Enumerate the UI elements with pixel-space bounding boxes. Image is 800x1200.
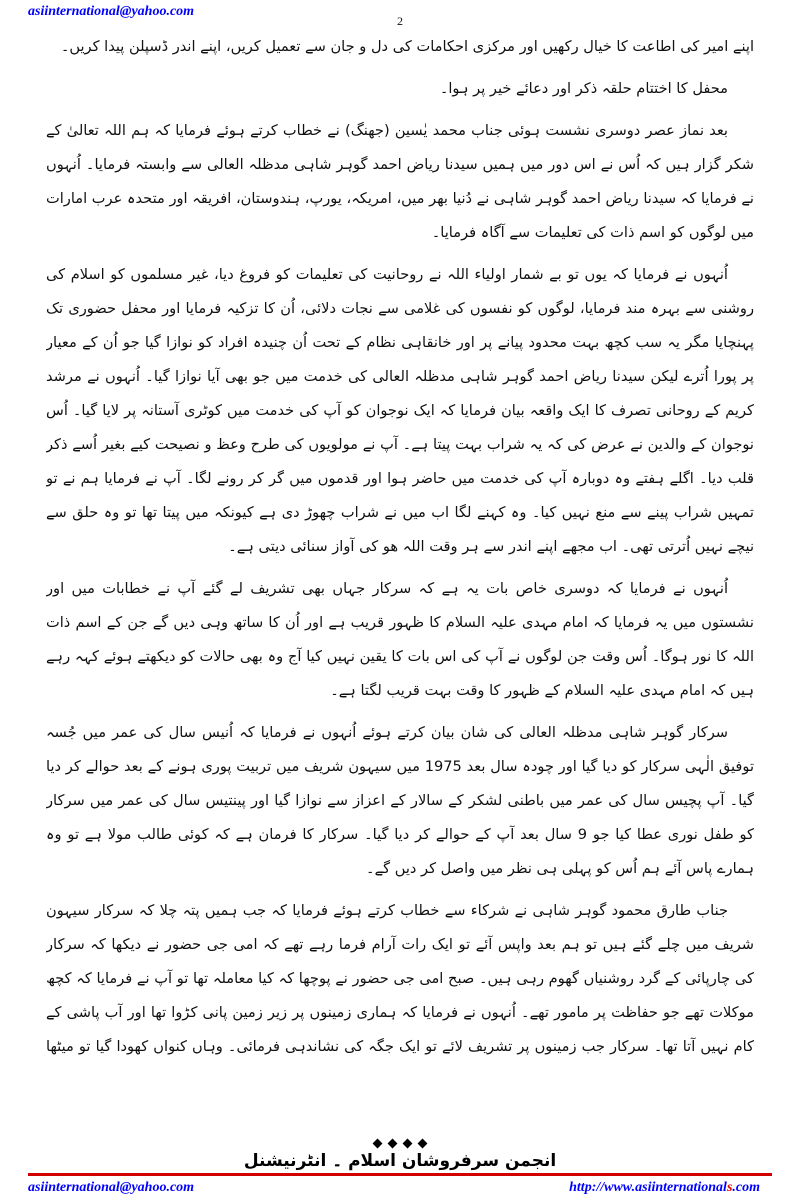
diamond-icon bbox=[373, 1139, 383, 1149]
diamond-icon bbox=[418, 1139, 428, 1149]
header-email[interactable]: asiinternational@yahoo.com bbox=[28, 4, 195, 19]
ornament-divider bbox=[0, 1140, 800, 1150]
page-number: 2 bbox=[397, 14, 403, 28]
organization-name: انجمن سرفروشان اسلام ۔ انٹرنیشنل bbox=[243, 1151, 557, 1171]
paragraph: اُنہوں نے فرمایا کہ یوں تو بے شمار اولیاء اللہ نے روحانیت کی تعلیمات کو فروغ دیا، غیر مسلموں کو اسلام کی روشنی سے بہرہ مند فرمایا، لوگوں کو نفسوں کی غلامی سے نجات دلائی، اُن کا تزکیہ فرمایا اور محفل حضوری تک پہنچایا مگر یہ سب کچھ بہت محدود پیانے پر اور خانقاہی نظام کے تحت اُن چنیدہ افراد کو نوازا گیا جو اُن کے معیار پر پورا اُترے لیکن سیدنا ریاض احمد گوہر شاہی مدظلہ العالی کی خدمت میں جو بھی آیا نوازا گیا۔ اُنہوں نے مرشد کریم کے روحانی تصرف کا ایک واقعہ بیان فرمایا کہ ایک نوجوان کو آپ کی خدمت میں کوٹری آستانہ پر لایا گیا۔ اُس نوجوان کے والدین نے عرض کی کہ یہ شراب بہت پیتا ہے۔ آپ نے مولویوں کی طرح وعظ و نصیحت کیے بغیر اُسے ذکر قلب دیا۔ اگلے ہفتے وہ دوبارہ آپ کی خدمت میں حاضر ہوا اور قدموں میں گر کر رونے لگا۔ آپ نے فرمایا ہم نے تو تمہیں شراب پینے سے منع نہیں کیا۔ وہ کہنے لگا اب میں نے شراب چھوڑ دی ہے کیونکہ میں پیتا تھا تو وہ حلق سے نیچے نہیں اُترتی تھی۔ اب مجھے اپنے اندر سے ہر وقت اللہ ھو کی آواز سنائی دیتی ہے۔ bbox=[46, 266, 754, 555]
paragraph: اپنے امیر کی اطاعت کا خیال رکھیں اور مرکزی احکامات کی دل و جان سے تعمیل کریں، اپنے اندر ڈسپلن پیدا کریں۔ bbox=[60, 38, 754, 55]
website-highlight: s bbox=[726, 1180, 733, 1195]
diamond-icon bbox=[403, 1139, 413, 1149]
article-body bbox=[46, 30, 754, 1060]
paragraph: بعد نماز عصر دوسری نشست ہوئی جناب محمد یٰسین (جھنگ) نے خطاب کرتے ہوئے فرمایا کہ ہم اللہ تعالیٰ کے شکر گزار ہیں کہ اُس نے اس دور میں ہمیں سیدنا ریاض احمد گوہر شاہی مدظلہ العالی سے وابستہ فرمایا۔ اُنہوں نے فرمایا کہ سیدنا ریاض احمد گوہر شاہی نے دُنیا بھر میں، امریکہ، یورپ، ہندوستان، افریقہ اور متحدہ عرب امارات میں لوگوں کو اسم ذات کی تعلیمات سے آگاہ فرمایا۔ bbox=[46, 122, 754, 241]
website-prefix: http://www.asiinternational bbox=[569, 1180, 727, 1195]
diamond-icon bbox=[388, 1139, 398, 1149]
footer-email[interactable]: asiinternational@yahoo.com bbox=[28, 1180, 195, 1195]
paragraph: سرکار گوہر شاہی مدظلہ العالی کی شان بیان کرتے ہوئے اُنہوں نے فرمایا کہ اُنیس سال کی عمر میں جُسہ توفیق الٰہی سرکار کو دیا گیا اور چودہ سال بعد 1975 میں سیہون شریف میں تربیت پوری ہونے کے بعد حوالے کر دیا گیا۔ آپ پچیس سال کی عمر میں باطنی لشکر کے سالار کے اعزاز سے نوازا گیا اور پینتیس سال کی عمر میں سرکار کو طفل نوری عطا کیا جو 9 سال بعد آپ کے حوالے کر دیا گیا۔ سرکار کا فرمان ہے کہ کوئی طالب مولا ہے تو وہ ہمارے پاس آئے ہم اُس کو پہلی ہی نظر میں واصل کر دیں گے۔ bbox=[46, 724, 754, 877]
paragraph: جناب طارق محمود گوہر شاہی نے شرکاء سے خطاب کرتے ہوئے فرمایا کہ جب ہمیں پتہ چلا کہ سرکار سیہون شریف میں چلے گئے ہیں تو ہم بعد واپس آئے تو ایک رات آرام فرما رہے تھے کہ امی جی حضور نے دیکھا کہ سرکار کی چارپائی کے گرد روشنیاں گھوم رہی ہیں۔ صبح امی جی حضور نے پوچھا کہ کیا معاملہ تھا تو آپ نے فرمایا کہ کچھ موکلات تھے جو حفاظت پر مامور تھے۔ اُنہوں نے فرمایا کہ ہماری زمینوں پر زیر زمین پانی کڑوا تھا اور آب پاشی کے کام نہیں آتا تھا۔ سرکار جب زمینوں پر تشریف لائے تو ایک جگہ کی نشاندہی فرمائی۔ وہاں کنواں کھودا گیا تو میٹھا bbox=[46, 902, 754, 1055]
website-link[interactable] bbox=[569, 1180, 760, 1196]
website-suffix: .com bbox=[732, 1180, 760, 1195]
footer-divider bbox=[28, 1173, 772, 1176]
paragraph: محفل کا اختتام حلقہ ذکر اور دعائے خیر پر ہوا۔ bbox=[439, 80, 728, 97]
paragraph: اُنہوں نے فرمایا کہ دوسری خاص بات یہ ہے کہ سرکار جہاں بھی تشریف لے گئے آپ نے خطابات میں اور نشستوں میں یہ فرمایا کہ امام مہدی علیہ السلام کا ظہور قریب ہے اور اُن کا ساتھ وہی دیں گے جن کے اسم ذات اللہ کا نور ہوگا۔ اُس وقت جن لوگوں نے آپ کی اس بات کا یقین نہیں کیا آج وہ بھی حالات کو دیکھتے ہوئے کہہ رہے ہیں کہ امام مہدی علیہ السلام کے ظہور کا وقت بہت قریب لگتا ہے۔ bbox=[46, 580, 754, 699]
